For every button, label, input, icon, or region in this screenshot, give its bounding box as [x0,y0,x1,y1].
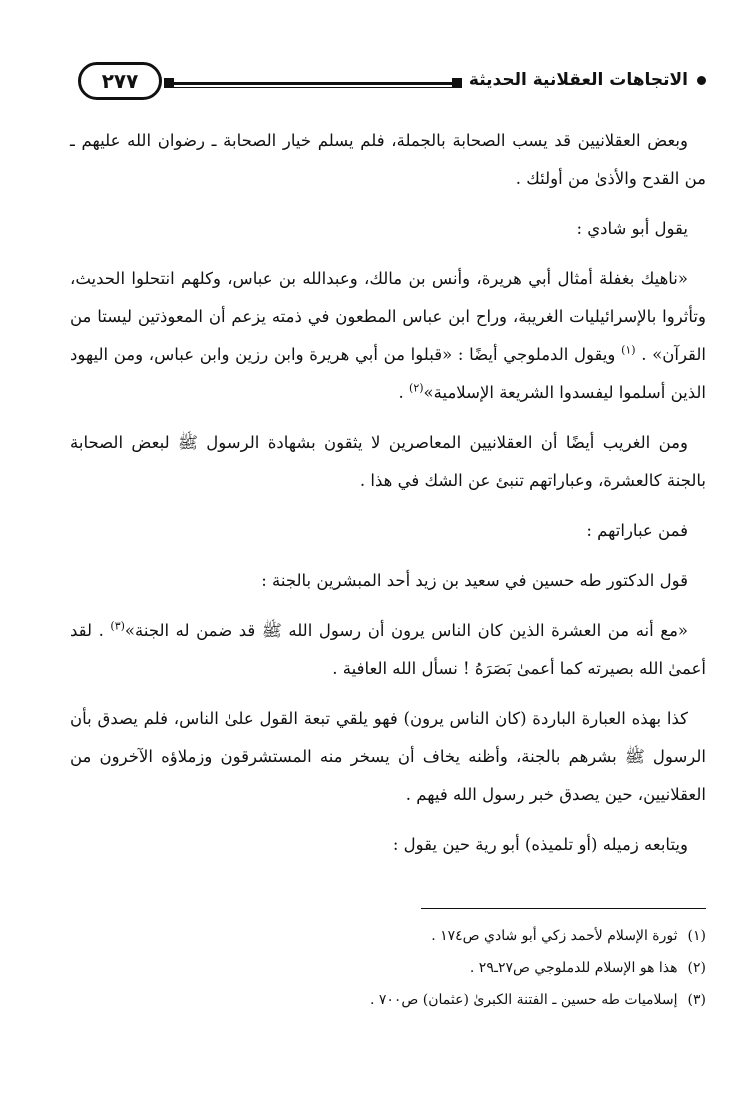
paragraph: قول الدكتور طه حسين في سعيد بن زيد أحد المبشرين بالجنة : [261,571,688,590]
body-text [70,122,706,876]
footnote-text: إسلاميات طه حسين ـ الفتنة الكبرىٰ (عثمان) ص٧٠٠ . [369,992,678,1008]
footnote-ref[interactable]: (٣) [110,619,125,633]
footnote-item [66,984,706,1016]
footnote-ref[interactable]: (١) [621,343,636,357]
paragraph: فمن عباراتهم : [586,521,688,540]
running-header [78,62,704,112]
footnote-text: ثورة الإسلام لأحمد زكي أبو شادي ص١٧٤ . [431,928,678,944]
page-number: ٢٧٧ [78,62,162,100]
footnote-number: (٢) [687,960,706,976]
paragraph: يقول أبو شادي : [576,219,688,238]
paragraph: كذا بهذه العبارة الباردة (كان الناس يرون) فهو يلقي تبعة القول علىٰ الناس، فلم يصدق بأن الرسول ﷺ بشرهم بالجنة، وأظنه يخاف أن يسخر منه المستشرقون وزملاؤه الآخرون من العقلانيين، حين يصدق خبر رسول الله فيهم . [70,709,706,804]
header-title: الاتجاهات العقلانية الحديثة [468,70,688,90]
quote-paragraph: «مع أنه من العشرة الذين كان الناس يرون أن رسول الله ﷺ قد ضمن له الجنة»$^{(٣)}$ . لقد أعمىٰ الله بصيرته كما أعمىٰ بَصَرَهُ ! نسأل الله العافية . [70,619,706,678]
footnote-item [66,952,706,984]
footnote-text: هذا هو الإسلام للدملوجي ص٢٧ـ٢٩ . [469,960,678,976]
footnotes [66,920,706,1016]
paragraph: ويتابعه زميله (أو تلميذه) أبو رية حين يقول : [392,835,688,854]
header-rule [173,82,454,88]
bullet-icon [697,76,706,85]
paragraph: وبعض العقلانيين قد يسب الصحابة بالجملة، فلم يسلم خيار الصحابة ـ رضوان الله عليهم ـ من القدح والأذىٰ من أولئك . [70,131,706,188]
footnote-number: (١) [687,928,706,944]
footnote-ref[interactable]: (٢) [409,381,424,395]
paragraph: ومن الغريب أيضًا أن العقلانيين المعاصرين لا يثقون بشهادة الرسول ﷺ لبعض الصحابة بالجنة كالعشرة، وعباراتهم تنبئ عن الشك في هذا . [70,433,706,490]
footnote-item [66,920,706,952]
footnote-number: (٣) [687,992,706,1008]
square-ornament-icon [164,78,174,88]
quote-paragraph: «ناهيك بغفلة أمثال أبي هريرة، وأنس بن مالك، وعبدالله بن عباس، وكلهم انتحلوا الحديث، وتأثروا بالإسرائيليات الغريبة، وراح ابن عباس المطعون في ذمته يزعم أن المعوذتين ليستا من القرآن» . $^{(١)}$ ويقول الدملوجي أيضًا : «قبلوا من أبي هريرة وابن رزين وابن عباس، ومن اليهود الذين أسلموا ليفسدوا الشريعة الإسلامية»$^{(٢)}$ . [70,269,707,402]
footnote-separator [421,908,706,909]
